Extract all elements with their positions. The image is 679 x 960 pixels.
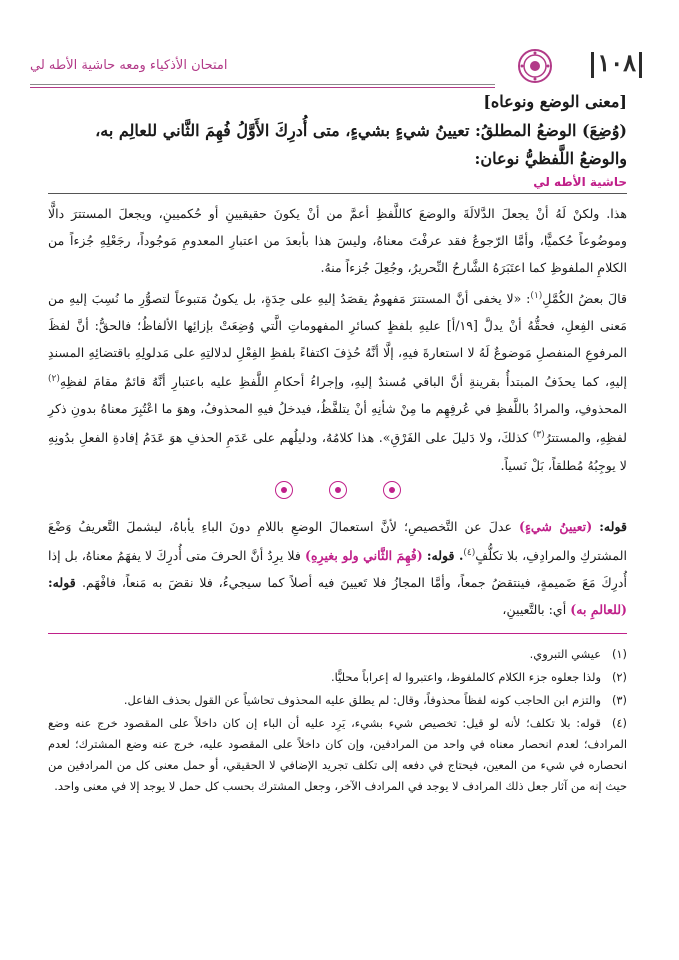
footnote: (١)عيشي التبروي. (529, 646, 627, 661)
qawl-quote-3: (للعالمِ به) (570, 601, 627, 617)
p2-text-d: كذلكَ، ولا دَليلَ على الفَرْقِ». هذا كلامُهُ، ودليلُهم على عَدَمِ الحذفِ هوَ عَدَمُ إفادةِ الفعلِ بدُونِهِ لا يوجِبُهُ مُطلقاً، بَلْ نَسياً. (48, 430, 627, 473)
qawl-text-3: أي: بالتَّعيينِ، (502, 601, 571, 617)
p2-text-a: قالَ بعضُ الكُمَّلِ (542, 291, 627, 307)
book-title: امتحان الأذكياء ومعه حاشية الأطه لي (30, 58, 228, 73)
footnote-ref-3: (٣) (532, 430, 545, 441)
page-body (48, 92, 627, 799)
footnote: (٢)ولذا جعلوه جزء الكلام كالملفوظ، واعتبروا له إعراباً محليًّا. (331, 669, 627, 684)
footnotes (48, 644, 627, 797)
qawl-keyword: . قوله: (426, 547, 464, 563)
ornament-dot-icon (383, 481, 401, 499)
qawl-keyword: قوله: (599, 518, 627, 534)
ornament-seal-icon (517, 48, 553, 84)
header-rule (30, 84, 495, 85)
hashiya-paragraph-2 (48, 283, 627, 479)
qawl-text-1: عدلَ عن التَّخصيصِ؛ لأنَّ استعمالَ الوضعِ باللامِ دونَ الباءِ يأباهُ، ليشملَ التَّعريفُ وَضْعَ المشتركِ والمرادِفِ، بلا تكلُّفٍ (48, 518, 627, 563)
matn-line-2: والوضعُ اللَّفظيُّ نوعان: (474, 149, 627, 168)
footnote-ref-4: (٤) (463, 547, 476, 558)
qawl-paragraph (48, 513, 627, 623)
p2-text-c: المحذوفِ، والمرادُ باللَّفظِ في عُرفِهِم ما مِنْ شأنِهِ أنْ يتلفَّظُ، فيدخلُ فيهِ المحذوفُ، وهوَ ما اعْتُبِرَ معناهُ بدونِ ذكرِ لفظِهِ، والمستترُ (48, 401, 628, 446)
qawl-text-2: فلا يرِدُ أنَّ الحرفَ متى أُدرِكَ لا يفهَمُ معناهُ، بل إذا أُدرِكَ مَعَ ضَميمةٍ، فينتقضُ جمعاً، وأمَّا المجازُ فلا تَعيينَ فيه أصلاً كما سيجيءُ، فلا نقضَ به مَنعاً، فافْهَم. (48, 547, 627, 590)
hashiya-paragraph-1: هذا. ولكنْ لَهُ أنْ يجعلَ الدَّلالَةَ والوضعَ كاللَّفظِ أعمَّ من أنْ يكونَ حقيقيينِ أو حُكميينِ، ويجعلَ المستترَ دالًّا وموضُوعاً حُكميًّا، وأمَّا الرّجوعُ فقد عرفْتَ معناهُ، وليسَ هذا بأبعدَ من اعتبارِ المعدومِ مَوجُوداً، رجَعْلِهِ جُزءاً من الكلامِ الملفوظِ كما اعتَبَرَهُ الشَّارحُ النِّحريرُ، وجُعِلَ جُزءاً منهُ. (48, 206, 627, 275)
qawl-keyword: قوله: (48, 574, 82, 590)
qawl-quote-2: (فُهِمَ الثَّاني ولو بغيرِهِ) (305, 547, 423, 563)
p2-text-b: : «لا يخفى أنَّ المستترَ مَفهومٌ يقصَدُ إليهِ على حِدَةٍ، بل يكونُ مَتبوعاً لتصوُّرِ ما نُسِبَ إليهِ من مَعنى الفِعلِ، فحقُّهُ أنْ يدلَّ [١٩/أ] عليهِ بلفظٍ كسائرِ المفهوماتِ الَّتي وُضِعَتْ بإزائِها الألفاظُ؛ فالحقُّ: أنَّ لفظَ المرفوعِ المنفصلِ مَوضوعٌ لَهُ لا استعارةَ فيهِ، إلَّا أنَّهُ حُذِفَ اكتفاءً بلفظِ الفِعْلِ لدلالتِهِ على مَدلولِهِ باقتضائِهِ المسندِ إليهِ، كما يحذَفُ المبتدأُ بقرينةِ أنَّ الباقي مُسندٌ إليهِ، وإجراءُ أحكامِ اللَّفظِ عليه باعتبارِ أنَّهُ قائمٌ مقامَ لفظِهِ (48, 291, 627, 390)
ornament-dot-icon (329, 481, 347, 499)
hashiya-label: حاشية الأطه لي (533, 175, 627, 189)
ornament-dot-icon (275, 481, 293, 499)
footnote-ref-2: (٢) (48, 374, 60, 385)
page-header (30, 38, 645, 88)
qawl-quote-1: (تعيينُ شيءٍ) (519, 518, 593, 534)
matn-line-1: (وُضِعَ) الوضعُ المطلقُ: تعيينُ شيءٍ بشيءٍ، متى أُدرِكَ الأَوَّلُ فُهِمَ الثَّاني للعالِم به، (95, 121, 627, 140)
footnotes-divider (48, 633, 627, 634)
hashiya-divider (48, 193, 627, 194)
page-number: ١٠٨ (588, 48, 645, 78)
footnote: (٤)قوله: بلا تكلف؛ لأنه لو قيل: تخصيص شيء بشيء، يَرِد عليه أن الباء إن كان داخلاً على المقصود خرج عنه وضع المرادف؛ لعدم انحصار معناه في واحد من المرادفين، وإن كان داخلاً على المقصود عليه، خرج عنه وضع المشترك؛ لعدم انحصاره في شيء من المعين، فيحتاج في دفعه إلى تكلف تجريد الإضافي لا الحقيقي، أو حمل معنى كل من المرادفين من حيث إنه من آثار جعل ذلك المرادف لا يوجد في المرادف الآخر، وجعل المشترك بحسب كل حمل لا يوجد إلا في معنى واحد. (48, 715, 627, 793)
footnote: (٣)والتزم ابن الحاجب كونه لفظاً محذوفاً، وقال: لم يطلق عليه المحذوف تحاشياً عن القول بحذف الفاعل. (123, 692, 627, 707)
section-heading: [معنى الوضع ونوعاه] (483, 92, 627, 111)
footnote-ref-1: (١) (530, 291, 543, 301)
header-rule-accent (30, 87, 495, 88)
section-ornament (48, 481, 627, 503)
